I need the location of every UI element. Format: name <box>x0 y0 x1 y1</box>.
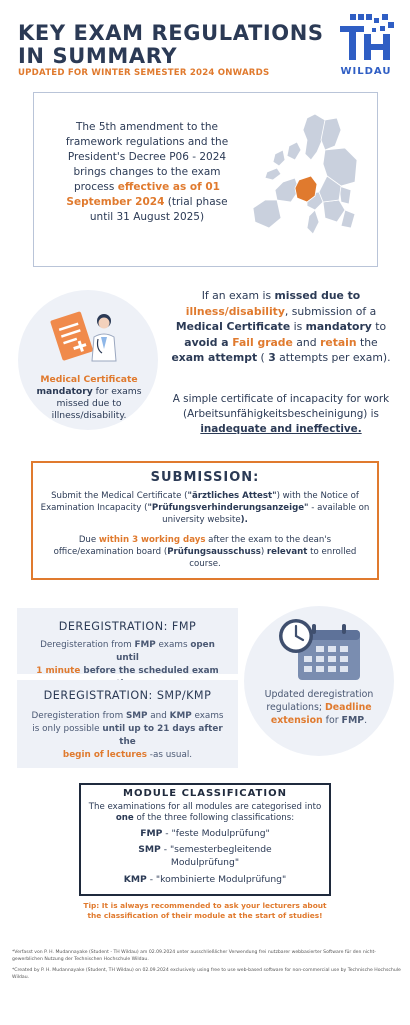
logo-text: WILDAU <box>340 66 392 77</box>
module-classification-intro: The examinations for all modules are categorised into one of the three following classifications: <box>88 802 322 823</box>
module-row-smp: SMP - "semesterbegleitende Modulprüfung" <box>138 844 272 868</box>
europe-map-icon <box>245 110 365 250</box>
deregistration-smp-text: Deregisteration from SMP and KMP exams is only possible until up to 21 days after the begin of lectures -as usual. <box>31 711 224 760</box>
calendar-clock-icon <box>276 616 366 682</box>
submission-paragraph-1: Submit the Medical Certificate ("ärztliches Attest") with the Notice of Examination Incapacity ("Prüfungsverhinderungsanzeige" - available on university website). <box>40 491 370 525</box>
medical-paragraph-2: A simple certificate of incapacity for work (Arbeitsunfähigkeitsbescheinigung) is inadequate and ineffective. <box>172 393 390 435</box>
medical-paragraph-1: If an exam is missed due to illness/disability, submission of a Medical Certificate is mandatory to avoid a Fail grade and retain the exam attempt ( 3 attempts per exam). <box>171 289 391 365</box>
page-title: KEY EXAM REGULATIONS IN SUMMARY <box>18 21 324 68</box>
logo-icon <box>336 12 396 82</box>
module-classification-title: MODULE CLASSIFICATION <box>123 788 287 799</box>
deregistration-smp-panel <box>17 680 238 768</box>
deregistration-fmp-text: Deregisteration from FMP exams open until 1 minute before the scheduled exam <box>36 640 219 676</box>
medical-certificate-icon <box>46 305 126 365</box>
deregistration-smp-title: DEREGISTRATION: SMP/KMP <box>43 689 212 702</box>
tip-text: Tip: It is always recommended to ask your lecturers about the classification of their module at the start of studies! <box>83 901 327 920</box>
deregistration-fmp-panel <box>17 608 238 674</box>
submission-paragraph-2: Due within 3 working days after the exam to the dean's office/examination board (Prüfungsausschuss) relevant to enrolled course. <box>53 535 357 569</box>
module-row-fmp: FMP - "feste Modulprüfung" <box>140 828 270 839</box>
page-subtitle: UPDATED FOR WINTER SEMESTER 2024 ONWARDS <box>18 68 270 78</box>
medical-caption: Medical Certificate mandatory for exams missed due to illness/disability. <box>36 374 142 421</box>
calendar-caption: Updated deregistration regulations; Deadline extension for FMP. <box>264 689 374 726</box>
submission-title: SUBMISSION: <box>150 470 260 485</box>
footer-note-de: *Verfasst von P. H. Mudannayake (Student - TH Wildau) am 02.09.2024 unter ausschließlicher Verwendung frei nutzbarer webbasierter Software für den nicht-gewerblichen Nutzung der Technischen Hochschule Wildau. <box>12 950 376 962</box>
deregistration-fmp-title: DEREGISTRATION: FMP <box>58 620 197 633</box>
intro-text: The 5th amendment to the framework regulations and the President's Decree P06 - 2024 brings changes to the exam process effective as of 01 September 2024 (trial phase until 31 August 2025) <box>65 121 229 223</box>
footer-note-en: *Created by P. H. Mudannayake (Student, TH Wildau) on 02.09.2024 exclusively using free to use web-based software for non-commercial use by Technische Hochschule Wildau. <box>12 968 401 980</box>
module-row-kmp: KMP - "kombinierte Modulprüfung" <box>123 874 287 885</box>
